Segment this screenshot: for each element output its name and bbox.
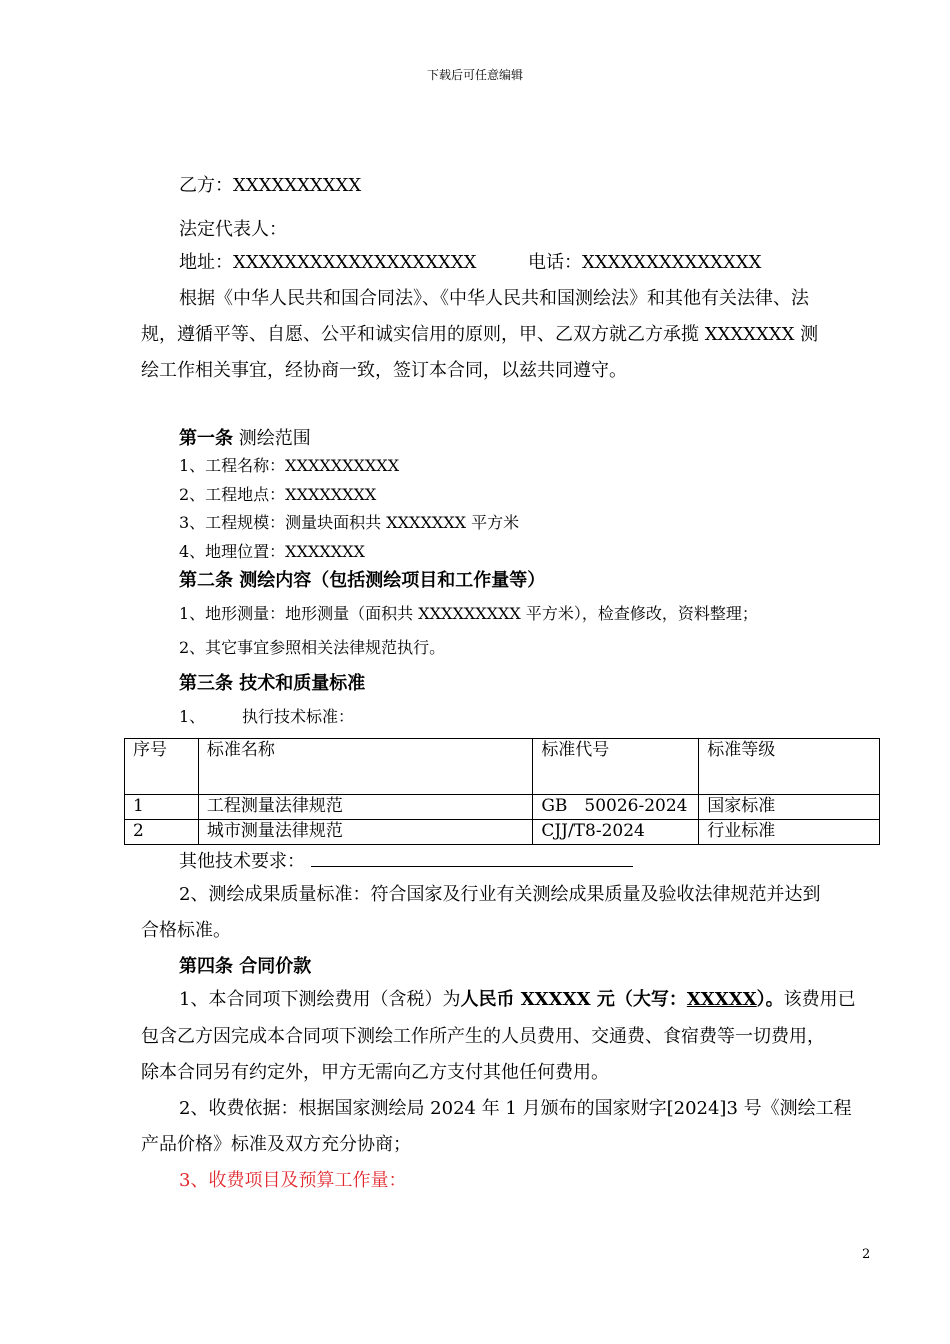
article-3-title: 技术和质量标准 [239,673,366,694]
table-row [125,820,880,845]
table-cell: GB 50026-2024 [533,795,699,820]
phone-value: XXXXXXXXXXXXXX [582,252,762,273]
price-amount: 人民币 XXXXX 元（大写： [460,989,687,1010]
intro-line-1: 根据《中华人民共和国合同法》、《中华人民共和国测绘法》和其他有关法律、法 [179,288,809,309]
legal-rep-label: 法定代表人： [179,219,287,240]
quality-line-1: 2、测绘成果质量标准：符合国家及行业有关测绘成果质量及验收法律规范并达到 [179,884,821,905]
intro-line-3: 绘工作相关事宜，经协商一致，签订本合同，以兹共同遵守。 [141,360,627,381]
legal-rep-line [179,218,287,242]
intro-line-2: 规，遵循平等、自愿、公平和诚实信用的原则，甲、乙双方就乙方承揽 XXXXXXX 测 [141,324,819,345]
other-requirements-line [179,848,633,874]
table-cell: 行业标准 [699,820,880,845]
standards-table [124,738,880,845]
table-cell: CJJ/T8-2024 [533,820,699,845]
table-header-cell: 标准等级 [699,739,880,795]
article-1-number: 第一条 [179,428,233,449]
article-4-heading [179,955,311,979]
article-3-heading [179,672,365,696]
table-header-cell: 标准名称 [198,739,532,795]
table-cell: 2 [125,820,199,845]
address-line [179,251,476,275]
article-1-item: 2、工程地点：XXXXXXXX [179,485,377,504]
article-1-item: 3、工程规模：测量块面积共 XXXXXXX 平方米 [179,513,520,532]
article-3-number: 第三条 [179,673,233,694]
party-b-line [179,174,361,198]
table-header-cell: 标准代号 [533,739,699,795]
article-1-item: 1、工程名称：XXXXXXXXXX [179,456,400,475]
article-2-heading [179,569,545,593]
article-3-sub-number: 1、 [179,707,206,726]
article-1-item: 4、地理位置：XXXXXXX [179,542,365,561]
other-requirements-label: 其他技术要求： [179,851,305,872]
other-requirements-blank [311,848,633,867]
article-4-title: 合同价款 [239,956,312,977]
party-b-label: 乙方： [179,175,233,196]
price-amount-words: XXXXX [686,989,757,1010]
table-cell: 城市测量法律规范 [198,820,532,845]
page-number: 2 [862,1247,871,1262]
article-2-item: 1、地形测量：地形测量（面积共 XXXXXXXXX 平方米），检查修改，资料整理； [179,604,758,623]
address-value: XXXXXXXXXXXXXXXXXXX [233,252,477,273]
article-2-number: 第二条 [179,570,233,591]
fee-basis-line-1: 2、收费依据：根据国家测绘局 2024 年 1 月颁布的国家财字[2024]3 号《测绘工程 [179,1098,852,1119]
table-row [125,795,880,820]
price-close: ）。 [756,989,784,1010]
table-cell: 国家标准 [699,795,880,820]
price-line-3: 除本合同另有约定外，甲方无需向乙方支付其他任何费用。 [141,1062,609,1083]
price-line-1 [179,988,856,1012]
table-cell: 1 [125,795,199,820]
table-header-cell: 序号 [125,739,199,795]
article-1-heading [179,427,311,451]
party-b-value: XXXXXXXXXX [233,175,362,196]
price-line-2: 包含乙方因完成本合同项下测绘工作所产生的人员费用、交通费、食宿费等一切费用， [141,1026,825,1047]
phone-line [528,251,761,275]
fee-basis-line-2: 产品价格》标准及双方充分协商； [141,1134,411,1155]
fee-items-heading: 3、收费项目及预算工作量： [179,1170,407,1191]
price-prefix: 1、本合同项下测绘费用（含税）为 [179,989,461,1010]
header-note: 下载后可任意编辑 [426,68,523,82]
phone-label: 电话： [528,252,582,273]
table-header-row [125,739,880,795]
article-1-title: 测绘范围 [238,428,311,449]
article-2-title: 测绘内容（包括测绘项目和工作量等） [239,570,546,591]
article-3-sub-label: 执行技术标准： [242,707,355,726]
price-rest: 该费用已 [783,989,856,1010]
quality-line-2: 合格标准。 [141,920,231,941]
address-label: 地址： [179,252,233,273]
article-4-number: 第四条 [179,956,233,977]
table-cell: 工程测量法律规范 [198,795,532,820]
article-2-item: 2、其它事宜参照相关法律规范执行。 [179,638,446,657]
